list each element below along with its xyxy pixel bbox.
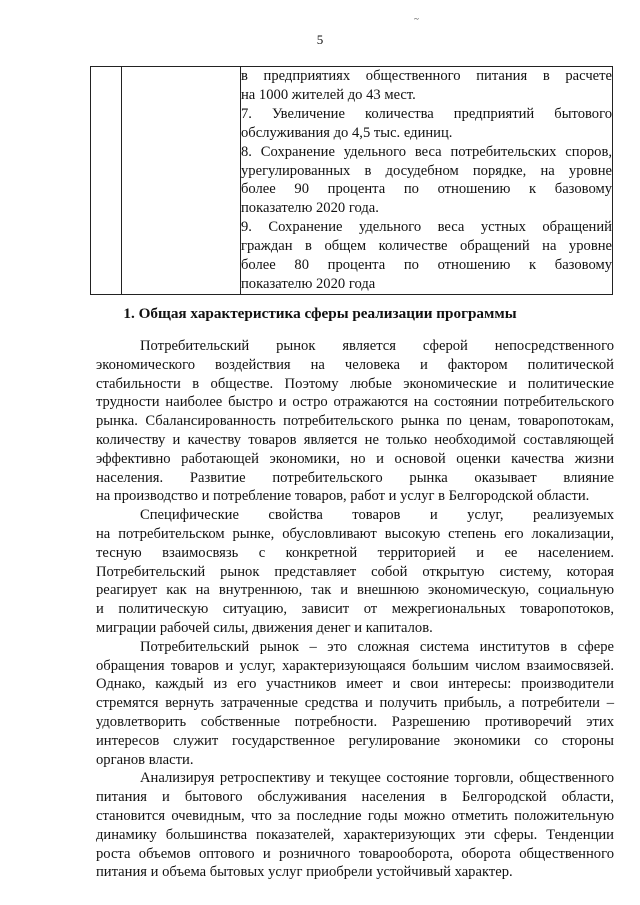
paragraph-line: экономического воздействия на человека и фактором политической: [96, 356, 614, 373]
paragraph-line: и политическую ситуацию, зависит от межрегиональных товаропотоков,: [96, 601, 614, 618]
indicator-line: 9. Сохранение удельного веса устных обращений: [241, 219, 612, 236]
paragraph-line: реагирует как на внутреннюю, так и внешнюю экономическую, социальную: [96, 582, 614, 599]
indicator-line: показателю 2020 года.: [241, 200, 379, 217]
indicator-line: 8. Сохранение удельного веса потребительских споров,: [241, 143, 612, 160]
paragraph-line: органов власти.: [96, 751, 194, 768]
paragraph-line: тесную взаимосвязь с конкретной территорией и ее населением.: [96, 544, 614, 561]
paragraph-line: эффективно работающей экономики, но и основой оценки качества жизни: [96, 450, 614, 467]
paragraph-line: населения. Развитие потребительского рынка оказывает влияние: [96, 469, 614, 486]
paragraph: [96, 506, 614, 638]
paragraph-line: питания и бытового обслуживания населения в Белгородской области,: [96, 789, 614, 806]
paragraph-line: становится очевидным, что за последние годы можно отметить положительную: [96, 807, 614, 824]
table-cell-number: [91, 67, 122, 295]
indicator-item: [241, 67, 612, 105]
paragraph-line: рынка. Сбалансированность потребительского рынка по ценам, товаропотокам,: [96, 413, 614, 430]
paragraph-line: интересов служит государственное регулирование экономики со стороны: [96, 732, 614, 749]
paragraph-line: удовлетворить собственные потребности. Разрешению противоречий этих: [96, 713, 614, 730]
body-text: [96, 337, 614, 882]
indicator-line: граждан в общем количестве обращений на уровне: [241, 238, 612, 255]
indicator-item: [241, 218, 612, 294]
paragraph: [96, 769, 614, 882]
paragraph-line: стремятся вернуть затраченные средства и получить прибыль, а потребители –: [96, 695, 614, 712]
indicator-line: на 1000 жителей до 43 мест.: [241, 86, 416, 103]
table-cell-label: [122, 67, 241, 295]
continued-table: [90, 66, 613, 295]
paragraph-line: роста объемов оптового и розничного товарооборота, оборота общественного: [96, 845, 614, 862]
paragraph-line: стабильности в обществе. Поэтому любые экономические и политические: [96, 375, 614, 392]
paragraph: [96, 638, 614, 770]
paragraph-line: количеству и качеству товаров является не только необходимой составляющей: [96, 431, 614, 448]
indicator-item: [241, 105, 612, 143]
indicator-line: урегулированных в досудебном порядке, на уровне: [241, 162, 612, 179]
indicator-line: показателю 2020 года: [241, 275, 376, 292]
page-number: 5: [316, 32, 324, 47]
indicator-line: более 80 процента по отношению к базовому: [241, 257, 612, 274]
table-row: [91, 67, 613, 295]
paragraph-line: Потребительский рынок является сферой непосредственного: [140, 338, 614, 354]
paragraph-line: Однако, каждый из его участников имеет и свои интересы: производители: [96, 676, 614, 693]
paragraph-line: питания и объема бытовых услуг приобрели устойчивый характер.: [96, 864, 513, 881]
paragraph-line: миграции рабочей силы, движения денег и капиталов.: [96, 619, 433, 636]
paragraph-line: трудности наиболее быстро и остро отражаются на состоянии потребительского: [96, 394, 614, 411]
paragraph-line: Специфические свойства товаров и услуг, реализуемых: [140, 507, 614, 524]
paragraph-line: обращения товаров и услуг, характеризующаяся большим числом взаимосвязей.: [96, 657, 614, 674]
paragraph: [96, 337, 614, 506]
paragraph-line: Потребительский рынок представляет собой открытую систему, которая: [96, 563, 614, 580]
table-cell-content: [241, 67, 613, 295]
indicator-item: [241, 143, 612, 219]
paragraph-line: Анализируя ретроспективу и текущее состояние торговли, общественного: [140, 770, 614, 787]
section-heading: 1. Общая характеристика сферы реализации программы: [123, 305, 517, 322]
indicator-line: в предприятиях общественного питания в расчете: [241, 68, 612, 84]
paragraph-line: динамику большинства показателей, характеризующих эти сферы. Тенденции: [96, 826, 614, 843]
corner-mark: ~: [414, 14, 419, 24]
target-indicators-list: [241, 67, 612, 294]
indicator-line: обслуживания до 4,5 тыс. единиц.: [241, 124, 453, 141]
paragraph-line: на производство и потребление товаров, работ и услуг в Белгородской области.: [96, 488, 590, 505]
paragraph-line: Потребительский рынок – это сложная система институтов в сфере: [140, 638, 614, 655]
indicator-line: 7. Увеличение количества предприятий бытового: [241, 105, 612, 122]
indicator-line: более 90 процента по отношению к базовому: [241, 181, 612, 198]
paragraph-line: на потребительском рынке, обусловливают высокую степень его локализации,: [96, 525, 614, 542]
